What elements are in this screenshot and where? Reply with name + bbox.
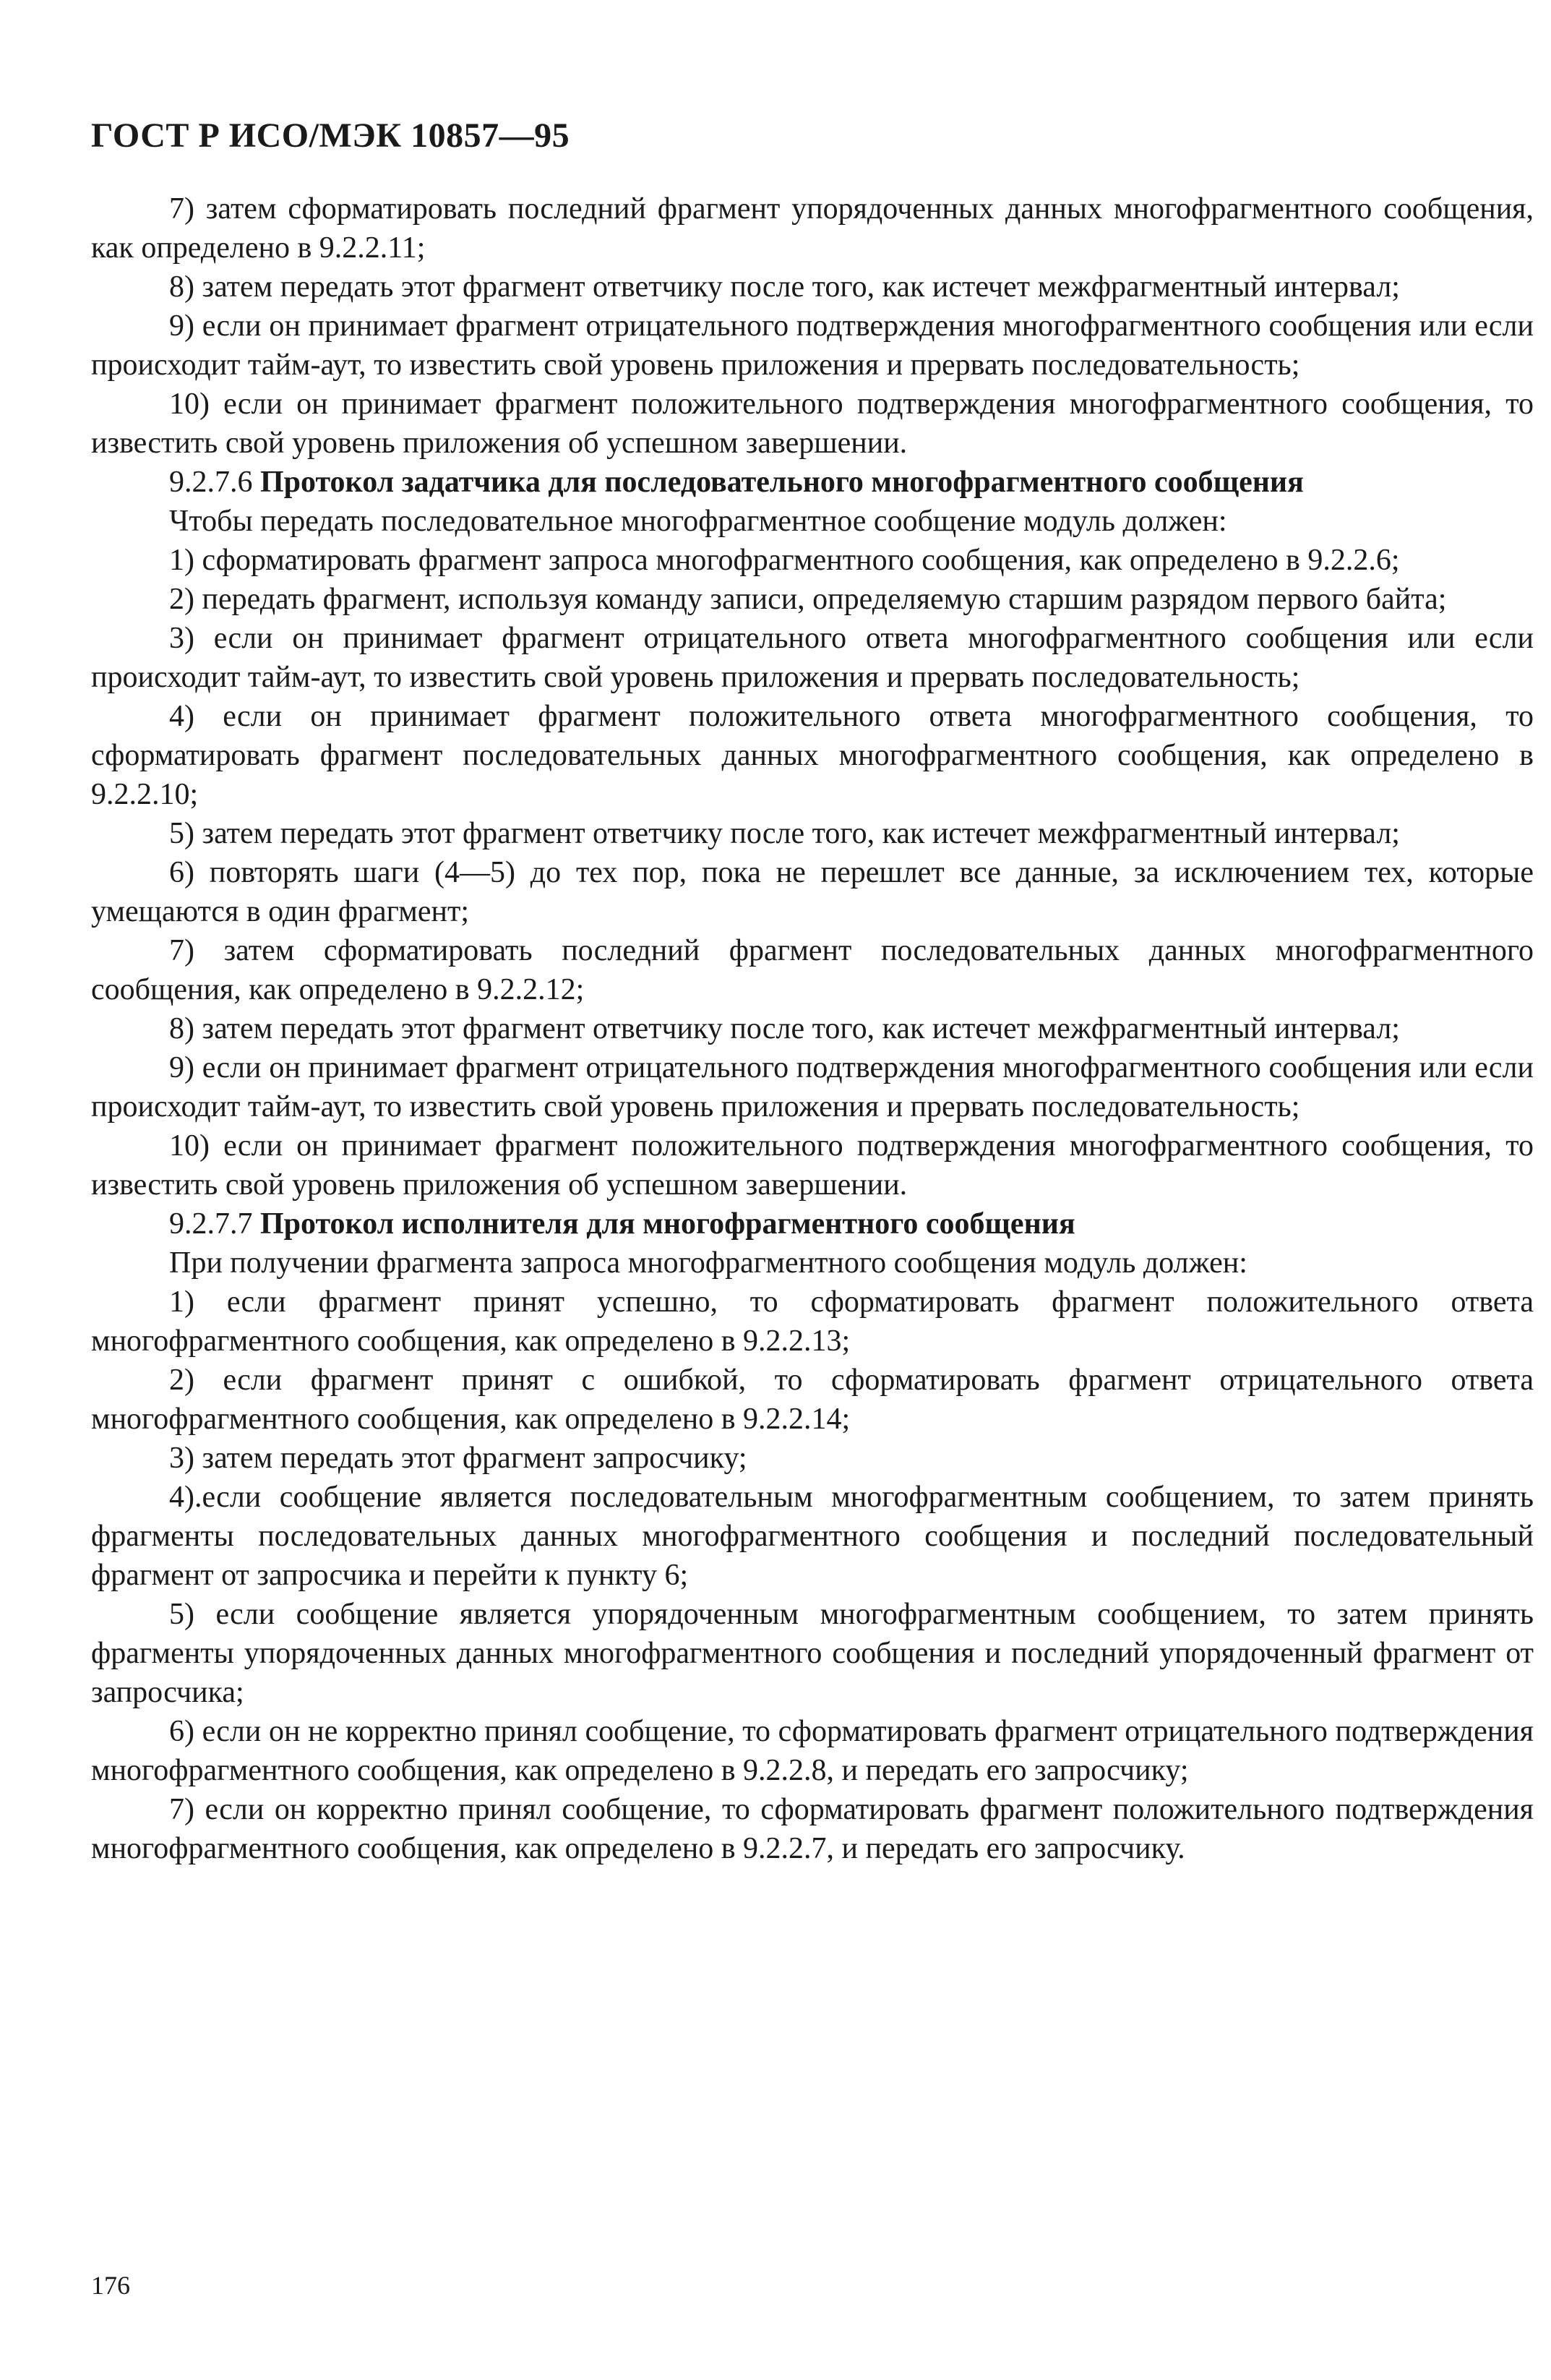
section-heading [91, 1204, 1534, 1243]
paragraph: 9) если он принимает фрагмент отрицательного подтверждения многофрагментного сообщения или если происходит тайм-аут, то известить свой уровень приложения и прервать последовательность; [91, 1051, 1534, 1123]
paragraph: При получении фрагмента запроса многофрагментного сообщения модуль должен: [169, 1246, 1247, 1280]
paragraph: 8) затем передать этот фрагмент ответчику после того, как истечет межфрагментный интервал; [169, 1012, 1400, 1045]
paragraph: 8) затем передать этот фрагмент ответчику после того, как истечет межфрагментный интервал; [169, 270, 1400, 304]
document-body [91, 189, 1534, 1868]
paragraph: 9) если он принимает фрагмент отрицательного подтверждения многофрагментного сообщения или если происходит тайм-аут, то известить свой уровень приложения и прервать последовательность; [91, 309, 1534, 382]
paragraph: 3) если он принимает фрагмент отрицательного ответа многофрагментного сообщения или если происходит тайм-аут, то известить свой уровень приложения и прервать последовательность; [91, 622, 1534, 694]
paragraph: 5) затем передать этот фрагмент ответчику после того, как истечет межфрагментный интервал; [169, 817, 1400, 850]
paragraph: 10) если он принимает фрагмент положительного подтверждения многофрагментного сообщения, то известить свой уровень приложения об успешном завершении. [91, 1129, 1534, 1202]
paragraph: 2) если фрагмент принят с ошибкой, то сформатировать фрагмент отрицательного ответа многофрагментного сообщения, как определено в 9.2.2.14; [91, 1364, 1534, 1436]
paragraph: 5) если сообщение является упорядоченным многофрагментным сообщением, то затем принять фрагменты упорядоченных данных многофрагментного сообщения и последний упорядоченный фрагмент от запросчика; [91, 1598, 1534, 1709]
paragraph: 4).если сообщение является последовательным многофрагментным сообщением, то затем принять фрагменты последовательных данных многофрагментного сообщения и последний последовательный фрагмент от запросчика и перейти к пункту 6; [91, 1481, 1534, 1592]
document-header: ГОСТ Р ИСО/МЭК 10857—95 [91, 116, 570, 155]
section-number: 9.2.7.7 [169, 1207, 253, 1241]
paragraph: 7) затем сформатировать последний фрагмент последовательных данных многофрагментного сообщения, как определено в 9.2.2.12; [91, 934, 1534, 1006]
paragraph: 3) затем передать этот фрагмент запросчику; [169, 1442, 747, 1475]
section-number: 9.2.7.6 [169, 466, 253, 499]
page-number: 176 [91, 2271, 130, 2300]
paragraph: 6) если он не корректно принял сообщение, то сформатировать фрагмент отрицательного подтверждения многофрагментного сообщения, как определено в 9.2.2.8, и передать его запросчику; [91, 1715, 1534, 1787]
paragraph: 2) передать фрагмент, используя команду записи, определяемую старшим разрядом первого байта; [169, 583, 1447, 616]
section-title: Протокол задатчика для последовательного многофрагментного сообщения [260, 466, 1304, 499]
paragraph: 4) если он принимает фрагмент положительного ответа многофрагментного сообщения, то сформатировать фрагмент последовательных данных многофрагментного сообщения, как определено в 9.2.2.10; [91, 700, 1534, 811]
paragraph: 1) сформатировать фрагмент запроса многофрагментного сообщения, как определено в 9.2.2.6; [169, 544, 1400, 577]
paragraph: 1) если фрагмент принят успешно, то сформатировать фрагмент положительного ответа многофрагментного сообщения, как определено в 9.2.2.13; [91, 1285, 1534, 1358]
paragraph: Чтобы передать последовательное многофрагментное сообщение модуль должен: [169, 505, 1227, 538]
paragraph: 7) если он корректно принял сообщение, то сформатировать фрагмент положительного подтверждения многофрагментного сообщения, как определено в 9.2.2.7, и передать его запросчику. [91, 1793, 1534, 1865]
section-heading [91, 463, 1534, 502]
section-title: Протокол исполнителя для многофрагментного сообщения [260, 1207, 1075, 1241]
paragraph: 7) затем сформатировать последний фрагмент упорядоченных данных многофрагментного сообщения, как определено в 9.2.2.11; [91, 192, 1534, 265]
paragraph: 6) повторять шаги (4—5) до тех пор, пока не перешлет все данные, за исключением тех, которые умещаются в один фрагмент; [91, 856, 1534, 928]
paragraph: 10) если он принимает фрагмент положительного подтверждения многофрагментного сообщения, то известить свой уровень приложения об успешном завершении. [91, 388, 1534, 460]
